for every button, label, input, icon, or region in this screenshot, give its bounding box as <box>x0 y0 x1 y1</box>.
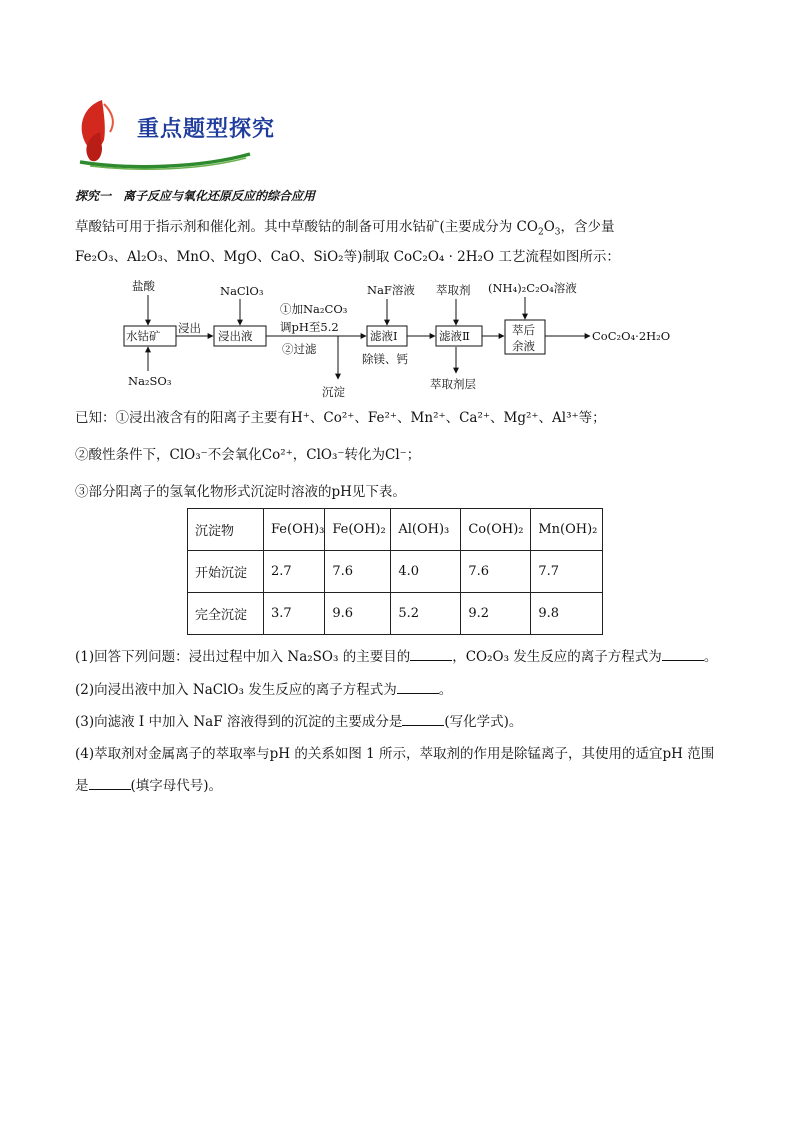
table-cell: 9.2 <box>461 593 531 635</box>
answer-blank[interactable] <box>410 648 452 661</box>
ph-table <box>187 508 603 635</box>
residue-label-1: 萃后 <box>512 323 535 337</box>
table-cell: Fe(OH)₂ <box>325 509 391 551</box>
table-cell: Mn(OH)₂ <box>531 509 603 551</box>
known-2: ②酸性条件下，ClO₃⁻不会氧化Co²⁺，ClO₃⁻转化为Cl⁻； <box>75 447 421 463</box>
step2-label: ②过滤 <box>282 342 317 356</box>
leachate-label: 浸出液 <box>218 329 253 343</box>
ore-label: 水钴矿 <box>126 329 161 343</box>
table-cell: 3.7 <box>264 593 325 635</box>
table-row <box>188 593 603 635</box>
table-cell: 7.6 <box>325 551 391 593</box>
hcl-label: 盐酸 <box>132 279 155 293</box>
step1b-label: 调pH至5.2 <box>280 320 339 334</box>
answer-blank[interactable] <box>397 681 439 694</box>
question-1: (1)回答下列问题：浸出过程中加入 Na₂SO₃ 的主要目的 ，CO₂O₃ 发生反应的离子方程式为 。 <box>75 649 718 665</box>
table-row <box>188 551 603 593</box>
table-header-row <box>188 509 603 551</box>
known-1: 已知：①浸出液含有的阳离子主要有H⁺、Co²⁺、Fe²⁺、Mn²⁺、Ca²⁺、Mg²⁺、Al³⁺等； <box>75 410 606 426</box>
na2so3-label: Na₂SO₃ <box>128 374 172 388</box>
process-flow-diagram <box>110 275 710 400</box>
known-3: ③部分阳离子的氢氧化物形式沉淀时溶液的pH见下表。 <box>75 484 406 500</box>
table-cell: 9.6 <box>325 593 391 635</box>
question-2: (2)向浸出液中加入 NaClO₃ 发生反应的离子方程式为 。 <box>75 682 453 698</box>
step1-label: ①加Na₂CO₃ <box>280 302 348 316</box>
page-title: 重点题型探究 <box>137 117 276 142</box>
table-cell: 2.7 <box>264 551 325 593</box>
table-cell: Co(OH)₂ <box>461 509 531 551</box>
table-cell: 沉淀物 <box>188 509 264 551</box>
table-cell: 完全沉淀 <box>188 593 264 635</box>
remove-label: 除镁、钙 <box>362 352 408 366</box>
filtrate1-label: 滤液Ⅰ <box>370 329 398 343</box>
extract-layer-label: 萃取剂层 <box>430 377 476 391</box>
intro-line-2: Fe₂O₃、Al₂O₃、MnO、MgO、CaO、SiO₂等)制取 CoC₂O₄ · 2H₂O 工艺流程如图所示： <box>75 249 620 265</box>
table-cell: 4.0 <box>391 551 461 593</box>
section-label: 探究一 离子反应与氧化还原反应的综合应用 <box>75 189 316 203</box>
answer-blank[interactable] <box>89 777 131 790</box>
table-cell: 5.2 <box>391 593 461 635</box>
oxalate-label: (NH₄)₂C₂O₄溶液 <box>488 281 577 295</box>
intro-line-1: 草酸钴可用于指示剂和催化剂。其中草酸钴的制备可用水钴矿(主要成分为 $CO_2O_3$，含少量 <box>75 219 615 238</box>
naf-label: NaF溶液 <box>367 283 415 297</box>
answer-blank[interactable] <box>662 648 704 661</box>
question-4-cont: 是 (填字母代号)。 <box>75 778 223 794</box>
table-cell: 7.6 <box>461 551 531 593</box>
leach-label: 浸出 <box>178 321 201 335</box>
naclo3-label: NaClO₃ <box>220 284 264 298</box>
product-label: CoC₂O₄·2H₂O <box>592 329 671 343</box>
question-3: (3)向滤液 I 中加入 NaF 溶液得到的沉淀的主要成分是 (写化学式)。 <box>75 714 523 730</box>
table-cell: Fe(OH)₃ <box>264 509 325 551</box>
residue-label-2: 余液 <box>512 339 535 353</box>
extractant-label: 萃取剂 <box>436 283 471 297</box>
question-4: (4)萃取剂对金属离子的萃取率与pH 的关系如图 1 所示，萃取剂的作用是除锰离子，其使用的适宜pH 范围 <box>75 746 715 762</box>
filtrate2-label: 滤液Ⅱ <box>439 329 470 343</box>
precipitate-label: 沉淀 <box>322 385 345 399</box>
table-cell: 开始沉淀 <box>188 551 264 593</box>
table-cell: Al(OH)₃ <box>391 509 461 551</box>
table-cell: 9.8 <box>531 593 603 635</box>
answer-blank[interactable] <box>402 713 444 726</box>
table-cell: 7.7 <box>531 551 603 593</box>
